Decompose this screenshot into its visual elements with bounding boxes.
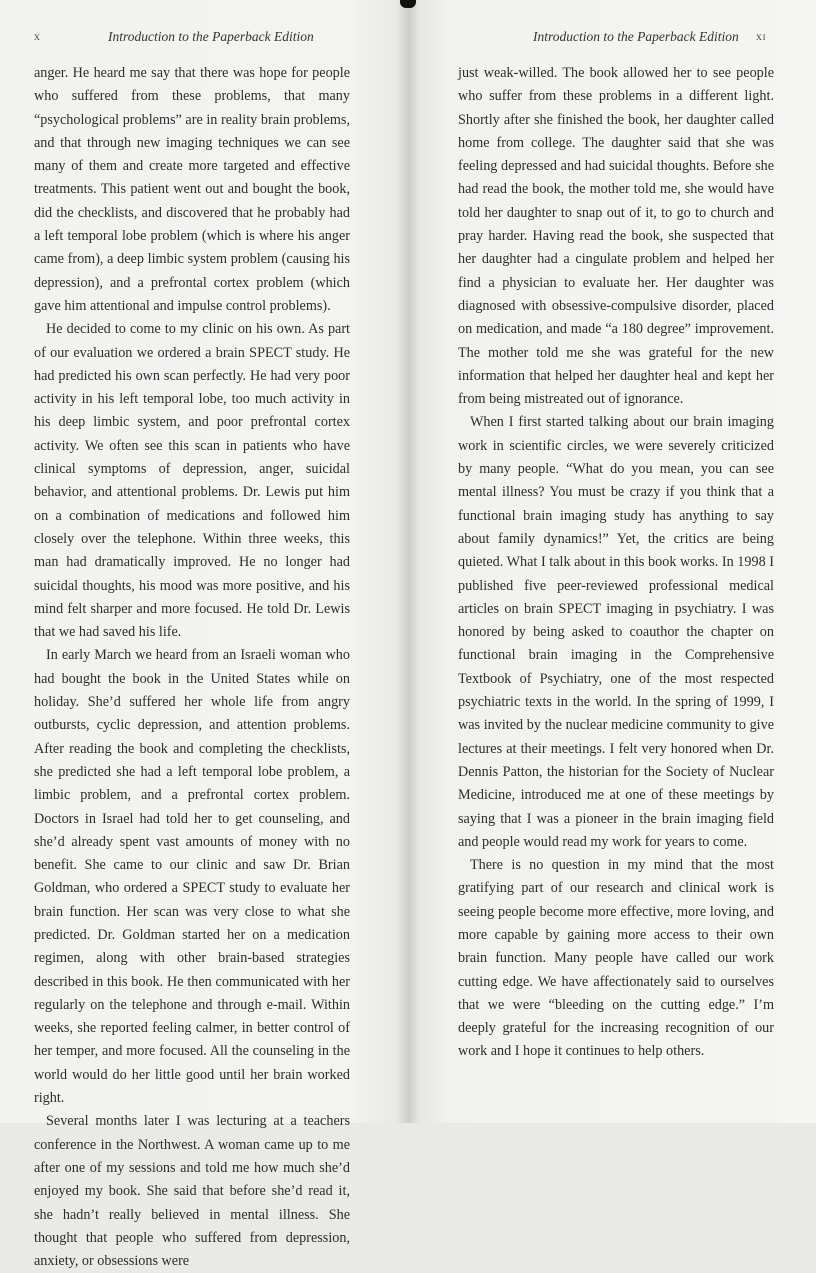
right-page (408, 0, 816, 1123)
book-gutter-shadow (396, 0, 420, 1123)
left-running-head: Introduction to the Paperback Edition (108, 29, 314, 44)
paragraph: When I first started talking about our brain imaging work in scientific circles, we were severely criticized by many people. “What do you mean, you can see mental illness? You must be crazy if you think that a functional brain imaging study has anything to say about family dynamics!” Yet, the critics are being quieted. What I talk about in this book works. In 1998 I published five peer-reviewed professional medical articles on brain SPECT imaging in psychiatry. I was honored by being asked to coauthor the chapter on functional brain imaging in the Comprehensive Textbook of Psychiatry, one of the most respected psychiatric texts in the world. In the spring of 1999, I was invited by the nuclear medicine community to give lectures at their meetings. I felt very honored when Dr. Dennis Patton, the historian for the Society of Nuclear Medicine, introduced me at one of these meetings by saying that I was a pioneer in the brain imaging field and people would read my work for years to come. (458, 414, 774, 850)
right-page-body (458, 62, 774, 1064)
left-page-body (34, 62, 350, 1273)
paragraph: He decided to come to my clinic on his own. As part of our evaluation we ordered a brain SPECT study. He had predicted his own scan perfectly. He had very poor activity in his left temporal lobe, too much activity in his deep limbic system, and poor prefrontal cortex activity. We often see this scan in patients who have clinical symptoms of depression, anger, suicidal behavior, and attentional problems. Dr. Lewis put him on a combination of medications and followed him closely over the telephone. Within three weeks, this man had dramatically improved. He no longer had suicidal thoughts, his mood was more positive, and his mind felt sharper and more focused. He told Dr. Lewis that we had saved his life. (34, 321, 350, 641)
binding-clip (400, 0, 416, 8)
paragraph: In early March we heard from an Israeli woman who had bought the book in the United States while on holiday. She’d suffered her whole life from angry outbursts, cyclic depression, and attention problems. After reading the book and completing the checklists, she predicted she had a left temporal lobe problem, a limbic problem, and a prefrontal cortex problem. Doctors in Israel had told her to get counseling, and she’d already spent vast amounts of money with no benefit. She came to our clinic and saw Dr. Brian Goldman, who ordered a SPECT study to evaluate her brain function. Her scan was very close to what she predicted. Dr. Goldman started her on a medication regimen, along with other brain-based strategies described in this book. He then communicated with her regularly on the telephone and through e-mail. Within weeks, she reported feeling calmer, in better control of her temper, and more focused. All the counseling in the world would do her little good until her brain worked right. (34, 647, 350, 1107)
paragraph: Several months later I was lecturing at a teachers conference in the Northwest. A woman came up to me after one of my sessions and told me how much she’d enjoyed my book. She said that before she’d read it, she hadn’t really believed in mental illness. She thought that people who suffered from depression, anxiety, or obsessions were (34, 1113, 350, 1270)
paragraph: There is no question in my mind that the most gratifying part of our research and clinical work is seeing people become more effective, more loving, and more capable by gaining more access to their own brain function. Many people have called our work cutting edge. We have affectionately said to ourselves that we were “bleeding on the cutting edge.” I’m deeply grateful for the increasing recognition of our work and I hope it continues to help others. (458, 857, 774, 1060)
right-running-head: Introduction to the Paperback Edition (533, 29, 739, 44)
right-page-number: xi (756, 29, 767, 43)
left-page (0, 0, 408, 1270)
paragraph: just weak-willed. The book allowed her to see people who suffer from these problems in a different light. Shortly after she finished the book, her daughter called home from college. The daughter said that she was feeling depressed and had suicidal thoughts. Before she had read the book, the mother told me, she would have told her daughter to snap out of it, to go to church and pray harder. Having read the book, she suspected that her daughter had a cingulate problem and helped her find a physician to evaluate her. Her daughter was diagnosed with obsessive-compulsive disorder, placed on medication, and made “a 180 degree” improvement. The mother told me she was grateful for the new information that helped her daughter heal and kept her from being mistreated out of ignorance. (458, 65, 774, 408)
left-page-number: x (34, 29, 41, 43)
paragraph: anger. He heard me say that there was hope for people who suffered from these problems, that many “psychological problems” are in reality brain problems, and that through new imaging techniques we can see many of them and create more targeted and effective treatments. This patient went out and bought the book, did the checklists, and discovered that he probably had a left temporal lobe problem (which is where his anger came from), a deep limbic system problem (causing his depression), and a prefrontal cortex problem (which gave him attentional and impulse control problems). (34, 65, 350, 314)
